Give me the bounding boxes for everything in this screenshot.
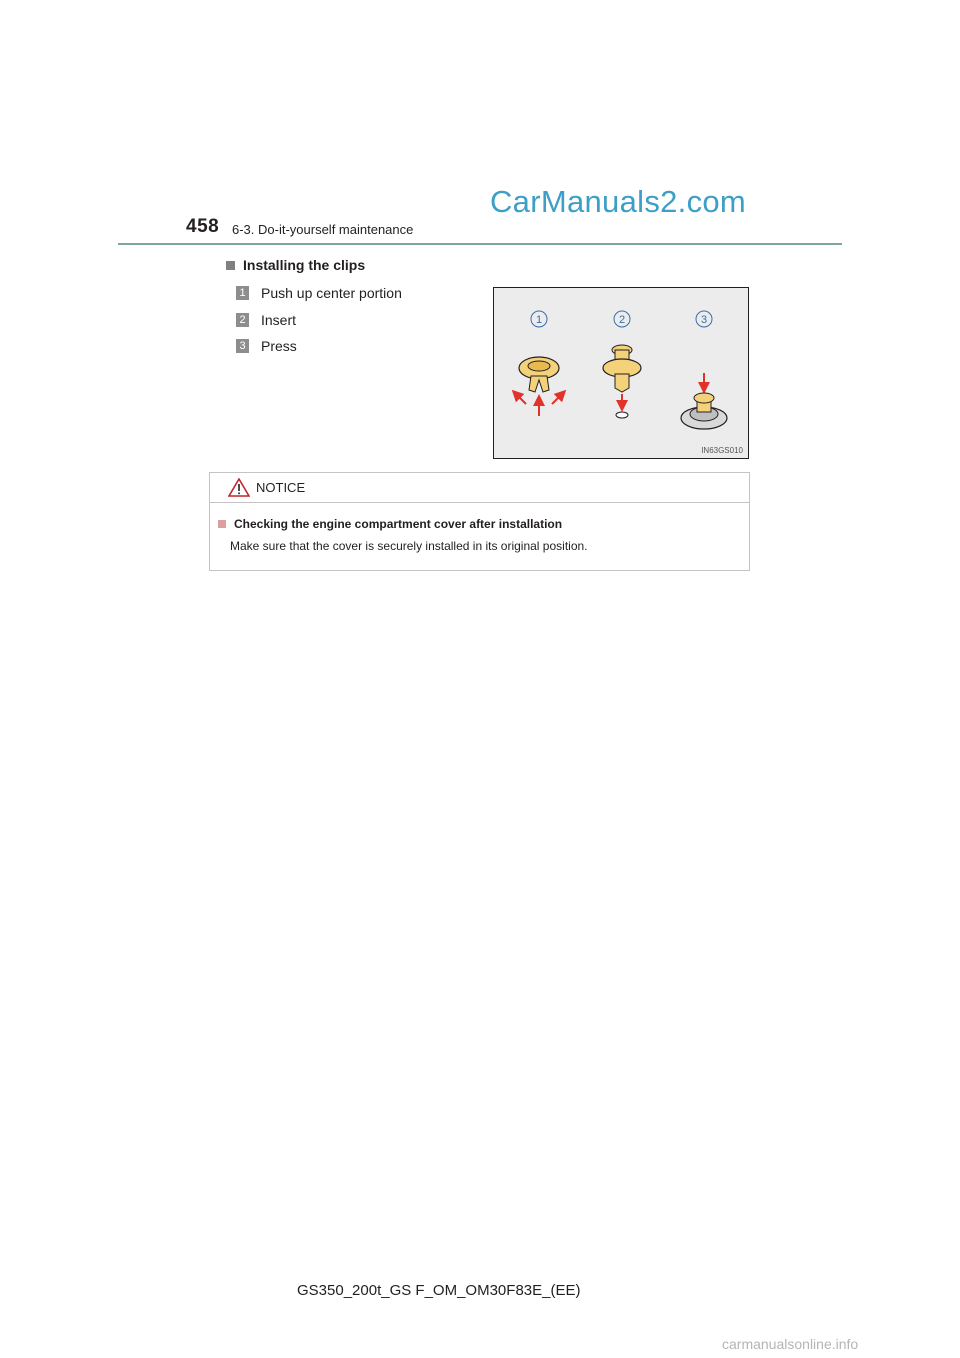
- step-text: Insert: [261, 312, 297, 328]
- notice-text: Make sure that the cover is securely installed in its original position.: [230, 539, 588, 553]
- figure-label-3: [696, 311, 712, 327]
- step-number-badge: 3: [236, 339, 249, 353]
- figure-label-1: [531, 311, 547, 327]
- page-number: 458: [186, 216, 220, 237]
- section-title: 6-3. Do-it-yourself maintenance: [232, 222, 414, 237]
- clip-insert-icon: [603, 345, 641, 418]
- svg-text:3: 3: [700, 314, 708, 326]
- step-1: [236, 285, 402, 301]
- step-3: [236, 338, 297, 354]
- notice-title: [218, 517, 562, 531]
- watermark-logo[interactable]: CarManuals2.com: [490, 184, 747, 219]
- document-code: GS350_200t_GS F_OM_OM30F83E_(EE): [297, 1282, 581, 1299]
- square-bullet-icon: [226, 261, 235, 270]
- svg-text:2: 2: [618, 314, 626, 326]
- figure-label-2: [614, 311, 630, 327]
- clip-illustration: [493, 287, 749, 459]
- clip-push-up-icon: [516, 357, 562, 416]
- step-number-badge: 2: [236, 313, 249, 327]
- step-2: [236, 312, 296, 328]
- watermark-footer[interactable]: carmanualsonline.info: [722, 1336, 859, 1352]
- svg-text:1: 1: [535, 314, 543, 326]
- figure-code: IN63GS010: [701, 446, 743, 455]
- notice-header: [210, 473, 749, 503]
- step-text: Push up center portion: [261, 285, 402, 301]
- subheading-text: Installing the clips: [243, 257, 366, 273]
- clip-press-icon: [681, 373, 727, 429]
- subheading: [226, 257, 365, 273]
- step-text: Press: [261, 338, 297, 354]
- header-divider: [118, 243, 842, 245]
- clip-diagram: [494, 288, 748, 458]
- pink-square-bullet-icon: [218, 520, 226, 528]
- step-number-badge: 1: [236, 286, 249, 300]
- warning-triangle-icon: [228, 478, 250, 497]
- notice-label: NOTICE: [256, 480, 306, 495]
- notice-box: [209, 472, 750, 571]
- notice-title-text: Checking the engine compartment cover after installation: [234, 517, 563, 531]
